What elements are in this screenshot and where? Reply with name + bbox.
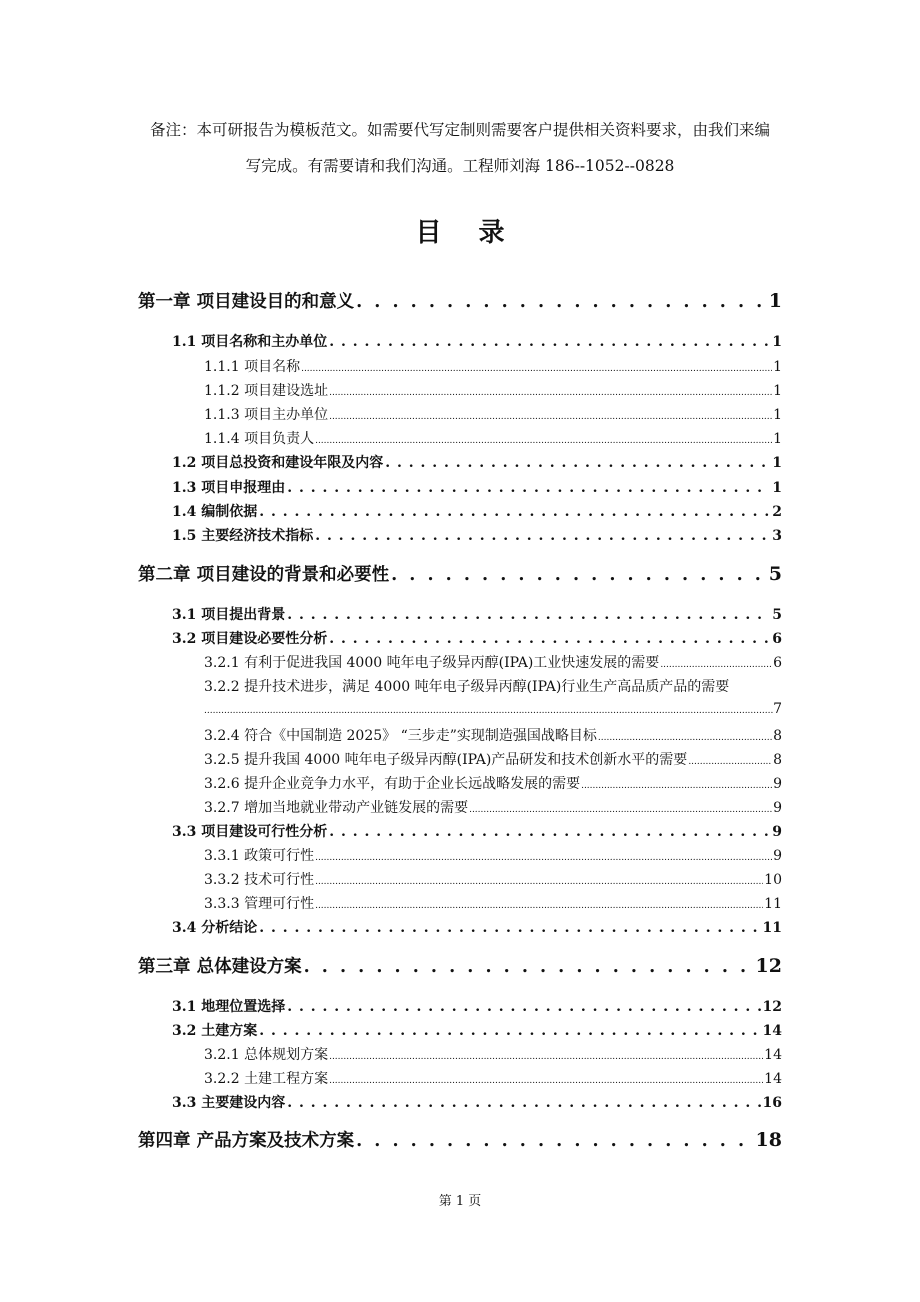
toc-subsection-3-2-2[interactable]: 3.2.2 提升技术进步，满足 4000 吨年电子级异丙醇(IPA)行业生产高品质产品的需要 xyxy=(204,679,730,695)
toc-section-3-2[interactable]: 3.2 项目建设必要性分析 . . . 6 xyxy=(172,628,782,650)
page-number-footer: 第 1 页 xyxy=(438,1194,482,1209)
toc-subsection-3-3-2[interactable]: 3.3.2 技术可行性 ..... 10 xyxy=(204,869,782,891)
toc-section-3-2b[interactable]: 3.2 土建方案 . . . 14 xyxy=(172,1020,782,1042)
toc-section-3-4[interactable]: 3.4 分析结论 . . . 11 xyxy=(172,917,782,939)
toc-section-3-3[interactable]: 3.3 项目建设可行性分析 . . . 9 xyxy=(172,821,782,843)
toc-section-1-5[interactable]: 1.5 主要经济技术指标 . . . 3 xyxy=(172,525,782,547)
note-line-1: 备注：本可研报告为模板范文。如需要代写定制则需要客户提供相关资料要求，由我们来编 xyxy=(149,121,770,139)
toc-subsection-1-1-1[interactable]: 1.1.1 项目名称 ..... 1 xyxy=(204,356,782,378)
toc-chapter-1[interactable]: 第一章 项目建设目的和意义 . . . 1 xyxy=(138,288,782,314)
toc-section-3-3b[interactable]: 3.3 主要建设内容 . . . 16 xyxy=(172,1092,782,1114)
toc-subsection-3-2-6[interactable]: 3.2.6 提升企业竞争力水平，有助于企业长远战略发展的需要 ..... 9 xyxy=(204,773,782,795)
toc-subsection-3-2-5[interactable]: 3.2.5 提升我国 4000 吨年电子级异丙醇(IPA)产品研发和技术创新水平的需要 ..... 8 xyxy=(204,749,782,771)
toc-subsection-1-1-3[interactable]: 1.1.3 项目主办单位 ..... 1 xyxy=(204,404,782,426)
toc-subsection-3-3-1[interactable]: 3.3.1 政策可行性 ..... 9 xyxy=(204,845,782,867)
toc-section-1-3[interactable]: 1.3 项目申报理由 . . . 1 xyxy=(172,477,782,499)
toc-title: 目 录 xyxy=(415,218,519,248)
toc-subsection-1-1-2[interactable]: 1.1.2 项目建设选址 ..... 1 xyxy=(204,380,782,402)
toc-section-3-1[interactable]: 3.1 项目提出背景 . . . 5 xyxy=(172,604,782,626)
toc-section-1-1[interactable]: 1.1 项目名称和主办单位 . . . 1 xyxy=(172,331,782,353)
toc-section-1-4[interactable]: 1.4 编制依据 . . . 2 xyxy=(172,501,782,523)
toc-subsection-3-2-2b[interactable]: 3.2.2 土建工程方案 ..... 14 xyxy=(204,1068,782,1090)
toc-subsection-3-2-1[interactable]: 3.2.1 有利于促进我国 4000 吨年电子级异丙醇(IPA)工业快速发展的需要 ..... 6 xyxy=(204,652,782,674)
note-line-2: 写完成。有需要请和我们沟通。工程师刘海 186--1052--0828 xyxy=(245,157,675,175)
toc-subsection-3-3-3[interactable]: 3.3.3 管理可行性 ..... 11 xyxy=(204,893,782,915)
toc-chapter-2[interactable]: 第二章 项目建设的背景和必要性 . . . 5 xyxy=(138,561,782,587)
toc-chapter-3[interactable]: 第三章 总体建设方案 . . . 12 xyxy=(138,953,782,979)
toc-subsection-3-2-4[interactable]: 3.2.4 符合《中国制造 2025》 “三步走”实现制造强国战略目标 ..... 8 xyxy=(204,725,782,747)
toc-subsection-3-2-7[interactable]: 3.2.7 增加当地就业带动产业链发展的需要 ..... 9 xyxy=(204,797,782,819)
toc-section-1-2[interactable]: 1.2 项目总投资和建设年限及内容 . . . 1 xyxy=(172,452,782,474)
toc-section-3-1b[interactable]: 3.1 地理位置选择 . . . 12 xyxy=(172,996,782,1018)
toc-subsection-3-2-2-leader[interactable]: ..... 7 xyxy=(204,701,782,717)
toc-subsection-3-2-1b[interactable]: 3.2.1 总体规划方案 ..... 14 xyxy=(204,1044,782,1066)
toc-chapter-4[interactable]: 第四章 产品方案及技术方案 . . . 18 xyxy=(138,1127,782,1153)
toc-subsection-1-1-4[interactable]: 1.1.4 项目负责人 ..... 1 xyxy=(204,428,782,450)
